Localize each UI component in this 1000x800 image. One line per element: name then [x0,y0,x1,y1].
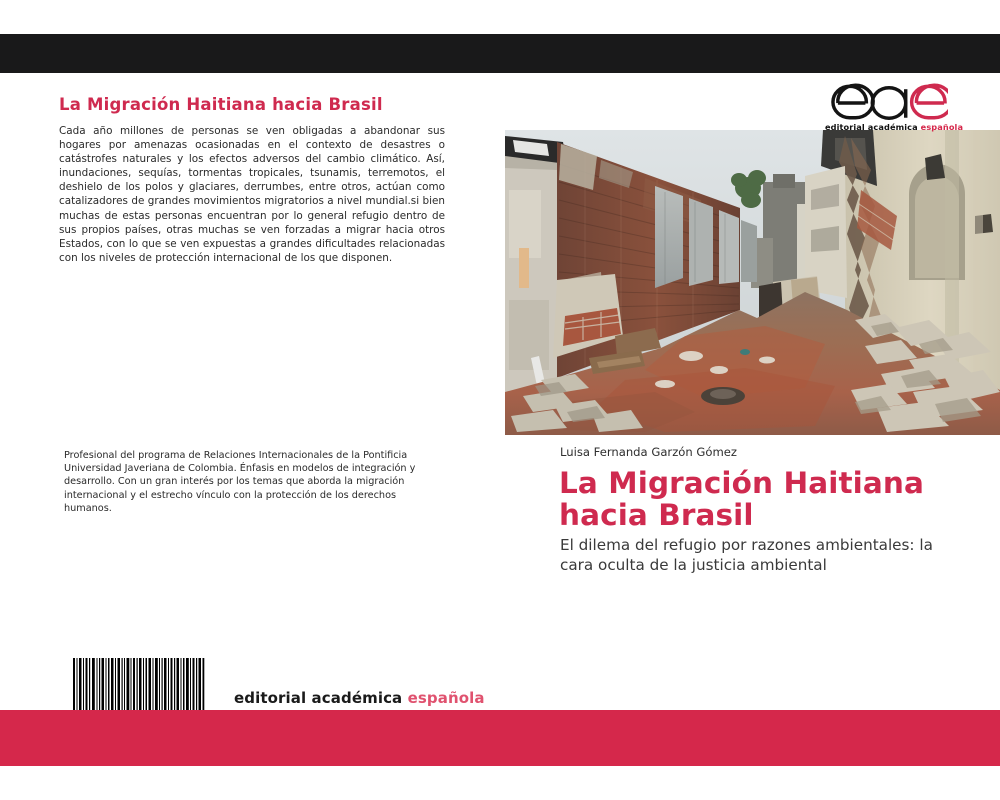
eae-logo-tagline [825,122,964,132]
eae-logo-icon [830,83,948,121]
back-cover-blurb: Cada año millones de personas se ven obligadas a abandonar sus hogares por amenazas ocasionadas en el contexto de desastres o catástrofes naturales y los efectos adversos del cambio climático. Así, inundaciones, sequías, tormentas tropicales, tsunamis, terremotos, el deshielo de los polos y glaciares, derrumbes, entre otros, actúan como catalizadores de grandes movimientos migratorios a nivel mundial.si bien muchas de estas personas encuentran por lo general refugio dentro de sus propios países, otras muchas se ven forzadas a migrar hacia otros Estados, con lo que se ven expuestas a grandes dificultades relacionadas con los niveles de protección internacional de los que disponen. [59,125,445,264]
publisher-wordmark-accent: española [407,689,485,707]
eae-logo-tagline-main: editorial académica [825,122,921,132]
front-cover-title-line1: La Migración Haitiana [559,466,924,500]
front-cover-title [559,467,979,531]
front-cover-author: Luisa Fernanda Garzón Gómez [560,445,737,459]
top-black-band [0,34,1000,73]
front-cover-title-line2: hacia Brasil [559,498,754,532]
publisher-wordmark [234,689,485,707]
front-cover-subtitle: El dilema del refugio por razones ambientales: la cara oculta de la justicia ambiental [560,536,933,574]
back-cover-title: La Migración Haitiana hacia Brasil [59,95,383,114]
front-cover-panel [500,73,1000,710]
destroyed-street-image [505,130,1000,435]
back-cover-panel [0,73,500,710]
eae-publisher-logo [825,83,964,132]
author-bio-text: Profesional del programa de Relaciones Internacionales de la Pontificia Universidad Javeriana de Colombia. Énfasis en modelos de integración y desarrollo. Con un gran interés por los temas que aborda la migración internacional y el estrecho vínculo con la protección de los derechos humanos. [64,450,416,514]
publisher-wordmark-main: editorial académica [234,689,408,707]
cover-photograph [505,130,1000,435]
bottom-crimson-band [0,710,1000,766]
eae-logo-tagline-accent: española [920,122,964,132]
